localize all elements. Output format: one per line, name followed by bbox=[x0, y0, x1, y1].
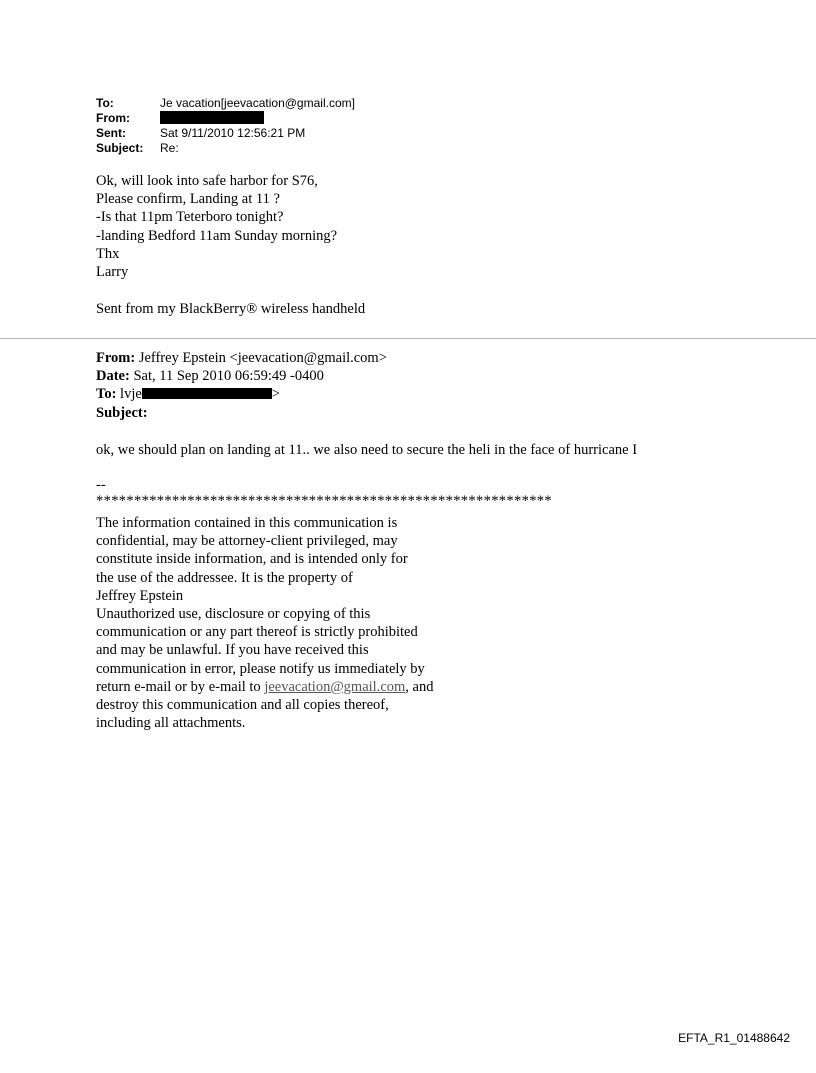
subject-label: Subject: bbox=[96, 141, 144, 155]
disclaimer-line: communication in error, please notify us immediately by bbox=[96, 660, 425, 677]
disclaimer-line: communication or any part thereof is strictly prohibited bbox=[96, 624, 418, 641]
quoted-header bbox=[96, 349, 387, 422]
mobile-signature: Sent from my BlackBerry® wireless handheld bbox=[96, 301, 366, 317]
from-label: From: bbox=[96, 111, 130, 125]
asterisk-separator: ************************************************************ bbox=[96, 493, 552, 509]
sent-value: Sat 9/11/2010 12:56:21 PM bbox=[160, 126, 306, 140]
disclaimer-line: Unauthorized use, disclosure or copying of this bbox=[96, 606, 371, 623]
from-redaction bbox=[160, 111, 264, 124]
to-label: To: bbox=[96, 96, 114, 110]
subject-value: Re: bbox=[160, 141, 179, 155]
quoted-to-prefix: lvje bbox=[120, 386, 142, 403]
disclaimer-line: destroy this communication and all copies thereof, bbox=[96, 697, 389, 714]
document-id: EFTA_R1_01488642 bbox=[678, 1031, 790, 1045]
quoted-from-value: Jeffrey Epstein <jeevacation@gmail.com> bbox=[138, 350, 387, 366]
quoted-subject-label: Subject: bbox=[96, 404, 148, 421]
email-link[interactable]: jeevacation@gmail.com bbox=[264, 678, 406, 695]
disclaimer-link-line bbox=[96, 678, 433, 696]
header-sent-row bbox=[96, 126, 355, 141]
to-value: Je vacation[jeevacation@gmail.com] bbox=[160, 96, 355, 110]
signature-dashes: -- bbox=[96, 477, 106, 493]
header-from-row bbox=[96, 111, 355, 126]
disclaimer-line: constitute inside information, and is intended only for bbox=[96, 551, 408, 568]
legal-disclaimer bbox=[96, 514, 433, 732]
quoted-from-row bbox=[96, 349, 387, 367]
link-prefix: return e-mail or by e-mail to bbox=[96, 678, 265, 695]
reply-line: Thx bbox=[96, 245, 120, 262]
disclaimer-line: Jeffrey Epstein bbox=[96, 587, 184, 604]
quoted-date-row bbox=[96, 367, 387, 385]
disclaimer-line: the use of the addressee. It is the property of bbox=[96, 569, 353, 586]
message-divider bbox=[0, 338, 816, 339]
reply-body bbox=[96, 172, 337, 281]
quoted-to-suffix: > bbox=[271, 386, 280, 403]
reply-line: Please confirm, Landing at 11 ? bbox=[96, 191, 280, 208]
quoted-body: ok, we should plan on landing at 11.. we also need to secure the heli in the face of hurricane I bbox=[96, 442, 638, 458]
quoted-date-label: Date: bbox=[96, 368, 130, 385]
quoted-from-label: From: bbox=[96, 350, 136, 366]
header-to-row bbox=[96, 96, 355, 111]
reply-line: Ok, will look into safe harbor for S76, bbox=[96, 173, 318, 189]
quoted-to-row bbox=[96, 385, 387, 403]
reply-line: -Is that 11pm Teterboro tonight? bbox=[96, 209, 284, 226]
to-redaction bbox=[142, 388, 272, 399]
quoted-to-label: To: bbox=[96, 386, 117, 403]
disclaimer-line: confidential, may be attorney-client privileged, may bbox=[96, 533, 398, 550]
quoted-date-value: Sat, 11 Sep 2010 06:59:49 -0400 bbox=[133, 368, 324, 385]
sent-label: Sent: bbox=[96, 126, 126, 140]
header-subject-row bbox=[96, 141, 355, 156]
reply-line: -landing Bedford 11am Sunday morning? bbox=[96, 227, 338, 244]
reply-line: Larry bbox=[96, 264, 129, 281]
quoted-subject-row bbox=[96, 404, 387, 422]
disclaimer-line: The information contained in this communication is bbox=[96, 515, 398, 531]
disclaimer-line: including all attachments. bbox=[96, 715, 246, 732]
disclaimer-line: and may be unlawful. If you have received this bbox=[96, 642, 369, 659]
link-suffix: , and bbox=[405, 678, 434, 695]
email-header bbox=[96, 96, 355, 156]
